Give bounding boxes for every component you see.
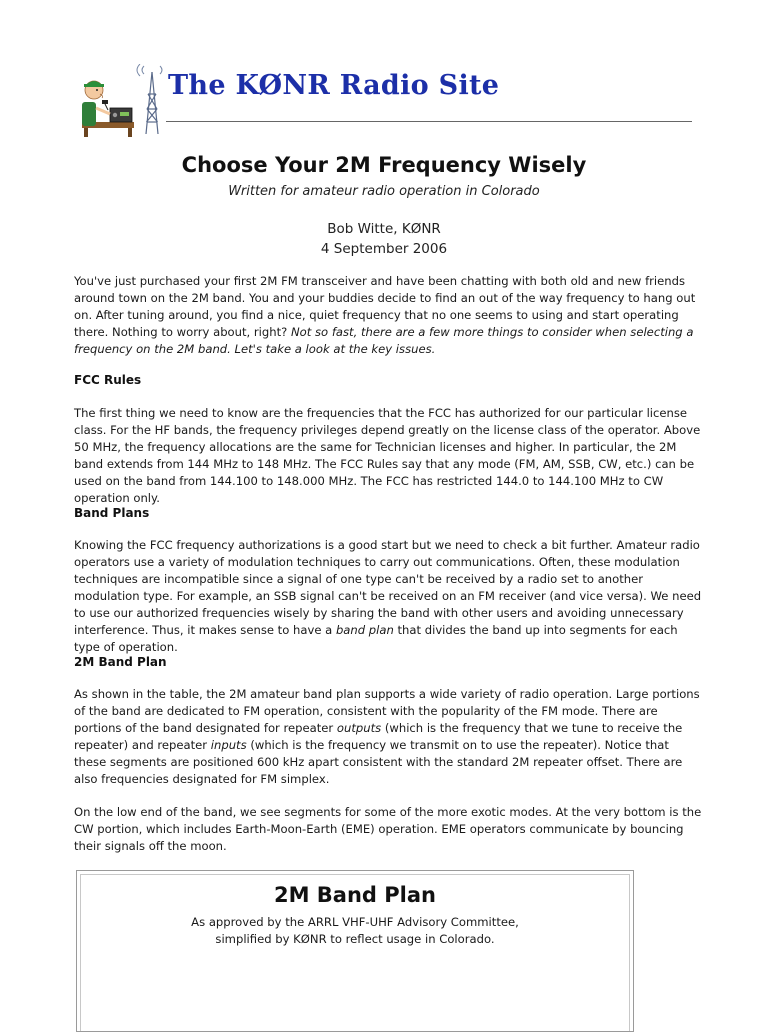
site-title: The KØNR Radio Site xyxy=(168,70,500,101)
header-divider xyxy=(166,121,692,122)
band-plans-paragraph xyxy=(74,537,704,656)
inputs-italic: inputs xyxy=(210,738,247,752)
band-plan-title: 2M Band Plan xyxy=(273,883,436,907)
p1-text-b: (which is the frequency that we tune to receive the repeater) and repeater xyxy=(74,721,683,752)
article-author: Bob Witte, KØNR xyxy=(327,221,441,237)
radio-operator-icon xyxy=(74,64,166,138)
2m-band-plan-heading: 2M Band Plan xyxy=(74,655,167,669)
band-plan-caption-1: As approved by the ARRL VHF-UHF Advisory Committee, xyxy=(191,915,519,929)
article-title: Choose Your 2M Frequency Wisely xyxy=(181,153,587,177)
fcc-rules-heading: FCC Rules xyxy=(74,373,142,387)
p1-text-a: As shown in the table, the 2M amateur band plan supports a wide variety of radio operation. Large portions of the band are dedicated to FM operation, consistent with the popularity of the FM mode. There are portions of the band designated for repeater xyxy=(74,687,700,735)
band-plans-text-before: Knowing the FCC frequency authorizations is a good start but we need to check a bit further. Amateur radio operators use a variety of modulation techniques to carry out communications. Often, these modulation techniques are incompatible since a signal of one type can't be received by a radio set to another modulation type. For example, an SSB signal can't be received on an FM receiver (and vice versa). We need to use our authorized frequencies wisely by sharing the band with other users and avoiding unnecessary interference. Thus, it makes sense to have a xyxy=(74,538,702,637)
intro-text: You've just purchased your first 2M FM transceiver and have been chatting with both old and new friends around town on the 2M band. You and your buddies decide to find an out of the way frequency to hang out on. After tuning around, you find a nice, quiet frequency that no one seems to using and start operating there. Nothing to worry about, right? xyxy=(74,274,696,339)
2m-band-plan-paragraph-2: On the low end of the band, we see segments for some of the more exotic modes. At the very bottom is the CW portion, which includes Earth-Moon-Earth (EME) operation. EME operators communicate by bouncing their signals off the moon. xyxy=(74,805,702,853)
band-plan-table-inner xyxy=(80,874,630,1031)
band-plan-italic: band plan xyxy=(335,623,394,637)
band-plans-heading: Band Plans xyxy=(74,506,150,520)
intro-italic: Not so fast, there are a few more things to consider when selecting a frequency on the 2M band. Let's take a look at the key issues. xyxy=(74,325,694,356)
article-date: 4 September 2006 xyxy=(320,241,448,257)
outputs-italic: outputs xyxy=(336,721,382,735)
p1-text-c: (which is the frequency we transmit on to use the repeater). Notice that these segments are positioned 600 kHz apart consistent with the standard 2M repeater offset. There are also frequencies designated for FM simplex. xyxy=(74,738,683,786)
band-plan-caption-2: simplified by KØNR to reflect usage in Colorado. xyxy=(215,932,495,946)
band-plans-text-after: that divides the band up into segments for each type of operation. xyxy=(74,623,678,654)
fcc-rules-paragraph: The first thing we need to know are the frequencies that the FCC has authorized for our particular license class. For the HF bands, the frequency privileges depend greatly on the license class of the operator. Above 50 MHz, the frequency allocations are the same for Technician licenses and higher. In particular, the 2M band extends from 144 MHz to 148 MHz. The FCC Rules say that any mode (FM, AM, SSB, CW, etc.) can be used on the band from 144.100 to 148.000 MHz. The FCC has restricted 144.0 to 144.100 MHz to CW operation only. xyxy=(74,406,701,505)
band-plan-table xyxy=(76,870,634,1032)
article-subtitle: Written for amateur radio operation in Colorado xyxy=(228,184,540,199)
intro-paragraph xyxy=(74,273,704,358)
2m-band-plan-paragraph-1 xyxy=(74,686,704,788)
